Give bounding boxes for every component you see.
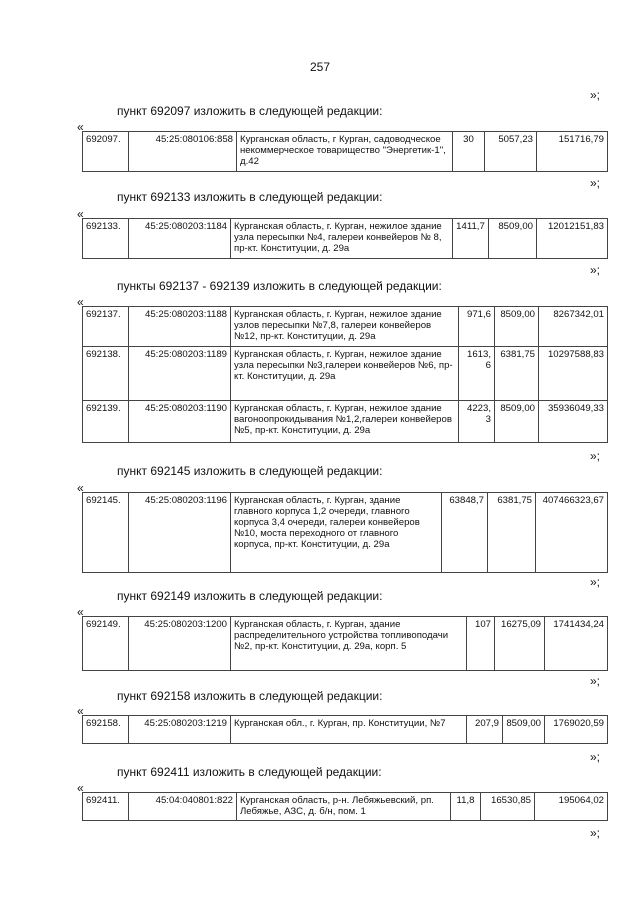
address: Курганская обл., г. Курган, пр. Конституции, №7 xyxy=(231,716,467,744)
cadastral-number: 45:25:080106:858 xyxy=(129,132,237,172)
entry-table xyxy=(82,616,608,671)
item-number: 692158. xyxy=(83,716,129,744)
table-row xyxy=(83,307,608,347)
opening-quote: « xyxy=(77,781,84,795)
item-number: 692139. xyxy=(83,401,129,443)
rate: 6381,75 xyxy=(495,347,539,401)
cadastral-number: 45:25:080203:1184 xyxy=(129,219,231,259)
cadastral-number: 45:25:080203:1196 xyxy=(129,493,231,573)
area: 107 xyxy=(467,617,495,671)
item-number: 692137. xyxy=(83,307,129,347)
entry-table xyxy=(82,715,608,744)
opening-quote: « xyxy=(77,207,84,221)
cadastral-value: 35936049,33 xyxy=(539,401,608,443)
cadastral-value: 195064,02 xyxy=(535,793,608,821)
section-heading: пункт 692097 изложить в следующей редакции: xyxy=(117,104,383,118)
entry-table xyxy=(82,218,608,259)
page-number: 257 xyxy=(309,60,331,74)
opening-quote: « xyxy=(77,295,84,309)
rate: 8509,00 xyxy=(495,307,539,347)
cadastral-number: 45:25:080203:1219 xyxy=(129,716,231,744)
section-heading: пункт 692411 изложить в следующей редакции: xyxy=(117,765,382,779)
address: Курганская область, г. Курган, здание распределительного устройства топливоподачи №2, пр-кт. Конституции, д. 29а, корп. 5 xyxy=(231,617,467,671)
rate: 8509,00 xyxy=(489,219,537,259)
address: Курганская область, г Курган, садоводческое некоммерческое товарищество "Энергетик-1", д.42 xyxy=(237,132,453,172)
table-row xyxy=(83,132,608,172)
rate: 5057,23 xyxy=(485,132,537,172)
item-number: 692133. xyxy=(83,219,129,259)
opening-quote: « xyxy=(77,704,84,718)
area: 1613,6 xyxy=(459,347,495,401)
entry-table xyxy=(82,492,608,573)
entry-table xyxy=(82,131,608,172)
item-number: 692138. xyxy=(83,347,129,401)
cadastral-number: 45:25:080203:1189 xyxy=(129,347,231,401)
cadastral-number: 45:25:080203:1188 xyxy=(129,307,231,347)
address: Курганская область, г. Курган, нежилое здание узла пересыпки №4, галереи конвейеров № 8, пр-кт. Конституции, д. 29а xyxy=(231,219,453,259)
opening-quote: « xyxy=(77,605,84,619)
entry-table xyxy=(82,306,608,443)
table-row xyxy=(83,716,608,744)
cadastral-number: 45:04:040801:822 xyxy=(129,793,237,821)
rate: 16530,85 xyxy=(481,793,535,821)
area: 4223,3 xyxy=(459,401,495,443)
item-number: 692149. xyxy=(83,617,129,671)
closing-quote: »; xyxy=(590,750,601,764)
rate: 6381,75 xyxy=(488,493,536,573)
opening-quote: « xyxy=(77,481,84,495)
address: Курганская область, г. Курган, нежилое здание узла пересыпки №3,галереи конвейеров №6, пр-кт. Конституции, д. 29а xyxy=(231,347,459,401)
address: Курганская область, г. Курган, здание главного корпуса 1,2 очереди, главного корпуса 3,4 очереди, галереи конвейеров №10, моста переходного от главного корпуса, пр-кт. Конституции, д. 29а xyxy=(231,493,442,573)
table-row xyxy=(83,347,608,401)
table-row xyxy=(83,793,608,821)
table-row xyxy=(83,617,608,671)
address: Курганская область, г. Курган, нежилое здание вагоноопрокидывания №1,2,галереи конвейеров №5, пр-кт. Конституции, д. 29а xyxy=(231,401,459,443)
table-row xyxy=(83,493,608,573)
area: 63848,7 xyxy=(442,493,488,573)
area: 207,9 xyxy=(467,716,503,744)
closing-quote: »; xyxy=(590,263,601,277)
cadastral-value: 407466323,67 xyxy=(536,493,608,573)
closing-quote: »; xyxy=(590,449,601,463)
section-heading: пункты 692137 - 692139 изложить в следующей редакции: xyxy=(117,279,442,293)
cadastral-value: 8267342,01 xyxy=(539,307,608,347)
cadastral-value: 12012151,83 xyxy=(537,219,608,259)
section-heading: пункт 692158 изложить в следующей редакции: xyxy=(117,689,383,703)
section-heading: пункт 692133 изложить в следующей редакции: xyxy=(117,190,383,204)
address: Курганская область, г. Курган, нежилое здание узлов пересыпки №7,8, галереи конвейеров №12, пр-кт. Конституции, д. 29а xyxy=(231,307,459,347)
closing-quote: »; xyxy=(590,176,601,190)
rate: 16275,09 xyxy=(495,617,545,671)
cadastral-number: 45:25:080203:1200 xyxy=(129,617,231,671)
section-heading: пункт 692145 изложить в следующей редакции: xyxy=(117,464,383,478)
item-number: 692411. xyxy=(83,793,129,821)
table-row xyxy=(83,401,608,443)
area: 11,8 xyxy=(451,793,481,821)
area: 30 xyxy=(453,132,485,172)
area: 1411,7 xyxy=(453,219,489,259)
table-row xyxy=(83,219,608,259)
item-number: 692145. xyxy=(83,493,129,573)
closing-quote: »; xyxy=(590,674,601,688)
cadastral-value: 1741434,24 xyxy=(545,617,608,671)
opening-quote: « xyxy=(77,120,84,134)
cadastral-value: 10297588,83 xyxy=(539,347,608,401)
cadastral-number: 45:25:080203:1190 xyxy=(129,401,231,443)
cadastral-value: 151716,79 xyxy=(537,132,608,172)
section-heading: пункт 692149 изложить в следующей редакции: xyxy=(117,589,383,603)
rate: 8509,00 xyxy=(503,716,545,744)
item-number: 692097. xyxy=(83,132,129,172)
area: 971,6 xyxy=(459,307,495,347)
entry-table xyxy=(82,792,608,821)
rate: 8509,00 xyxy=(495,401,539,443)
address: Курганская область, р-н. Лебяжьевский, рп. Лебяжье, АЗС, д. б/н, пом. 1 xyxy=(237,793,451,821)
cadastral-value: 1769020,59 xyxy=(545,716,608,744)
closing-quote: »; xyxy=(590,826,601,840)
closing-quote: »; xyxy=(590,88,601,102)
closing-quote: »; xyxy=(590,575,601,589)
